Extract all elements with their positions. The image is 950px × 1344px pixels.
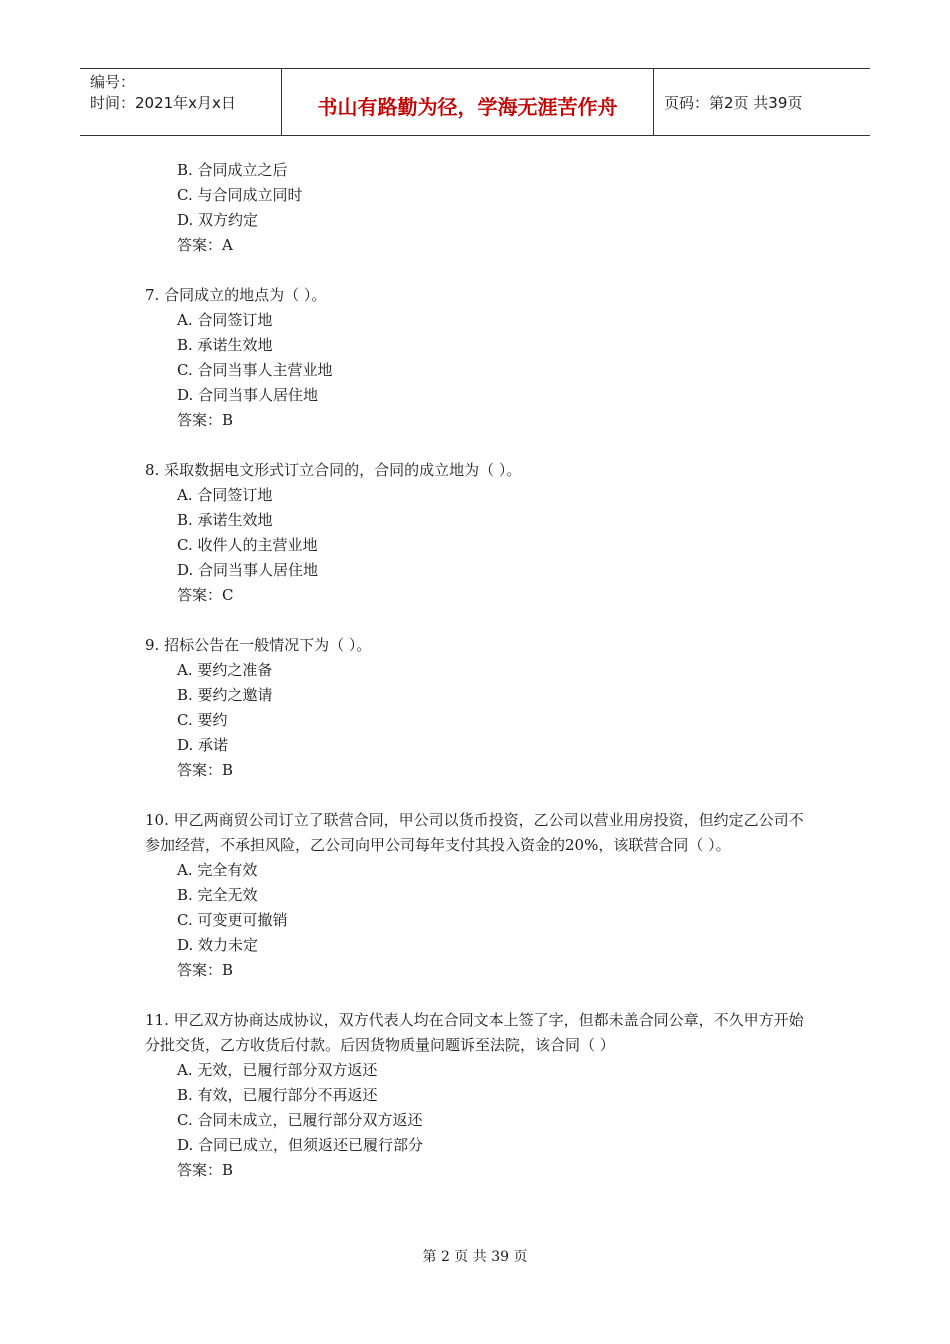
- option: B. 完全无效: [177, 886, 258, 904]
- answer: 答案：A: [177, 236, 233, 254]
- question-stem: 10. 甲乙两商贸公司订立了联营合同，甲公司以货币投资，乙公司以营业用房投资，但约定乙公司不参加经营，不承担风险，乙公司向甲公司每年支付其投入资金的20%，该联营合同（ ）。: [145, 811, 804, 854]
- option: A. 合同签订地: [177, 486, 273, 504]
- option: C. 合同未成立，已履行部分双方返还: [177, 1111, 423, 1129]
- answer: 答案：B: [177, 1161, 234, 1179]
- header-meta: [80, 69, 282, 135]
- option: D. 合同当事人居住地: [177, 386, 319, 404]
- option: B. 承诺生效地: [177, 511, 273, 529]
- option: C. 与合同成立同时: [177, 186, 303, 204]
- option: B. 要约之邀请: [177, 686, 273, 704]
- page-header: [80, 68, 870, 136]
- question-stem: 9. 招标公告在一般情况下为（ ）。: [145, 636, 372, 654]
- answer: 答案：B: [177, 761, 234, 779]
- option: D. 承诺: [177, 736, 229, 754]
- option: C. 合同当事人主营业地: [177, 361, 333, 379]
- answer: 答案：B: [177, 961, 234, 979]
- header-page-info: 页码：第2页 共39页: [664, 93, 803, 112]
- option: B. 有效，已履行部分不再返还: [177, 1086, 378, 1104]
- option: A. 完全有效: [177, 861, 258, 879]
- question-item: [0, 1008, 950, 1183]
- question-list: [0, 158, 950, 1208]
- option: B. 合同成立之后: [177, 161, 288, 179]
- question-stem: 8. 采取数据电文形式订立合同的，合同的成立地为（ ）。: [145, 461, 522, 479]
- answer: 答案：B: [177, 411, 234, 429]
- option: C. 可变更可撤销: [177, 911, 288, 929]
- question-item: [0, 808, 950, 983]
- option: A. 合同签订地: [177, 311, 273, 329]
- option: A. 要约之准备: [177, 661, 273, 679]
- header-motto: 书山有路勤为径，学海无涯苦作舟: [282, 69, 654, 135]
- question-item: [0, 633, 950, 783]
- option: C. 要约: [177, 711, 228, 729]
- option: A. 无效，已履行部分双方返还: [177, 1061, 378, 1079]
- page-footer: 第 2 页 共 39 页: [422, 1249, 528, 1265]
- answer: 答案：C: [177, 586, 234, 604]
- question-item: [0, 458, 950, 608]
- question-item: [0, 158, 950, 258]
- option: D. 合同当事人居住地: [177, 561, 319, 579]
- option: D. 合同已成立，但须返还已履行部分: [177, 1136, 424, 1154]
- question-item: [0, 283, 950, 433]
- option: D. 效力未定: [177, 936, 259, 954]
- option: D. 双方约定: [177, 211, 259, 229]
- option: B. 承诺生效地: [177, 336, 273, 354]
- option: C. 收件人的主营业地: [177, 536, 318, 554]
- question-stem: 7. 合同成立的地点为（ ）。: [145, 286, 327, 304]
- document-number-label: 编号：: [90, 73, 136, 91]
- document-time-label: 时间：2021年x月x日: [90, 94, 236, 112]
- question-stem: 11. 甲乙双方协商达成协议，双方代表人均在合同文本上签了字，但都未盖合同公章，不久甲方开始分批交货，乙方收货后付款。后因货物质量问题诉至法院，该合同（ ）: [145, 1011, 804, 1054]
